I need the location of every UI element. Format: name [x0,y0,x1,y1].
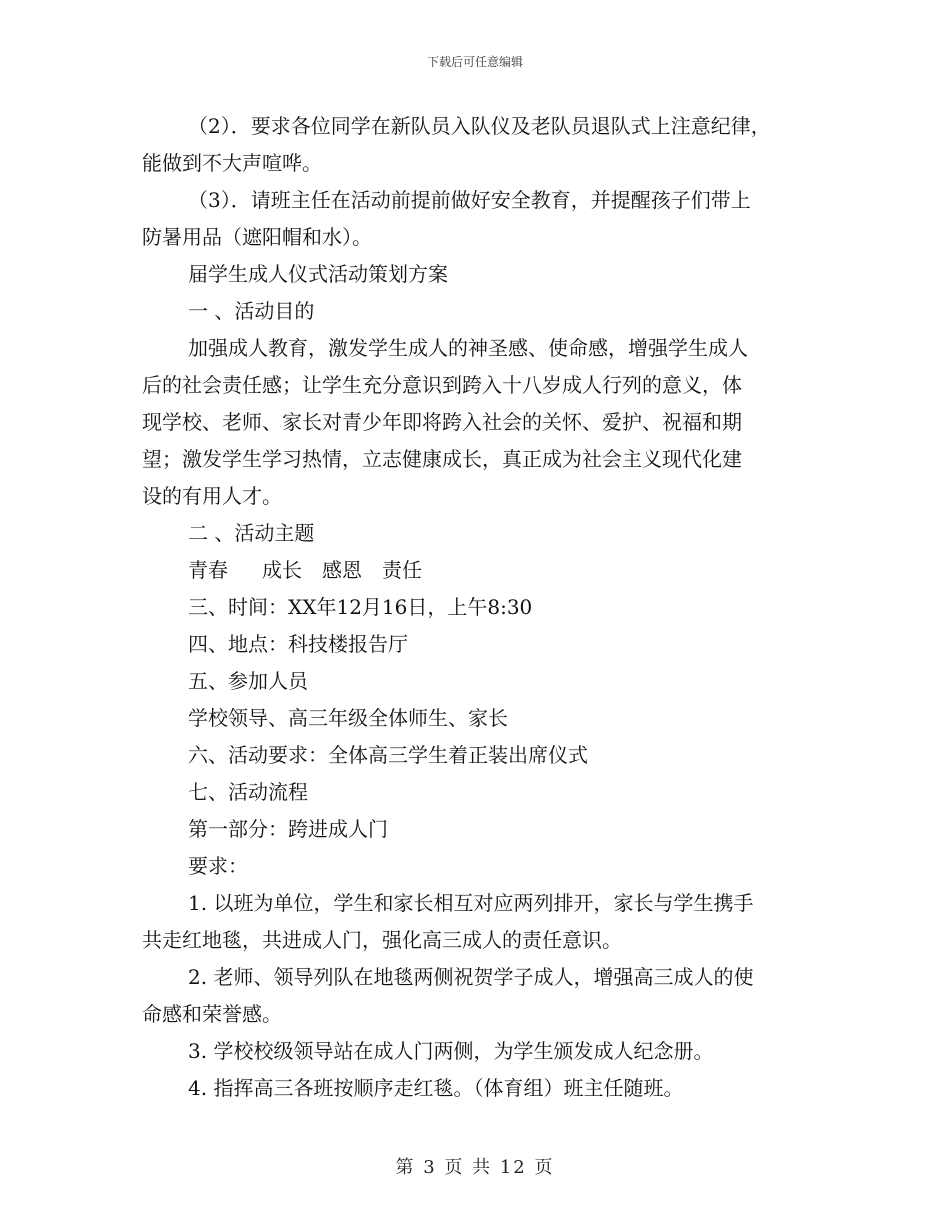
paragraph-line: （3）．请班主任在活动前提前做好安全教育，并提醒孩子们带上 [188,188,751,212]
sub-heading: 第一部分：跨进成人门 [188,817,388,841]
paragraph-line: 能做到不大声喧哗。 [142,151,322,175]
page-number: 第 3 页 共 12 页 [395,1157,555,1178]
section-heading: 四、地点：科技楼报告厅 [188,632,408,656]
list-item: 1. 以班为单位，学生和家长相互对应两列排开，家长与学生携手 [188,891,754,915]
theme-word: 责任 [382,558,422,582]
list-item: 3. 学校校级领导站在成人门两侧，为学生颁发成人纪念册。 [188,1039,714,1063]
section-heading: 六、活动要求：全体高三学生着正装出席仪式 [188,743,588,767]
header-note: 下载后可任意编辑 [426,55,523,69]
paragraph-line: 后的社会责任感；让学生充分意识到跨入十八岁成人行列的意义，体 [142,373,742,397]
list-item-continuation: 共走红地毯，共进成人门，强化高三成人的责任意识。 [142,928,622,952]
theme-word: 青春 [188,558,228,582]
section-heading: 一 、活动目的 [188,299,315,323]
paragraph-line: 现学校、老师、家长对青少年即将跨入社会的关怀、爱护、祝福和期 [142,410,742,434]
document-body [142,108,812,1107]
section-heading: 二 、活动主题 [188,521,315,545]
sub-heading: 要求： [188,854,248,878]
paragraph-line: （2）．要求各位同学在新队员入队仪及老队员退队式上注意纪律， [188,114,771,138]
list-item: 4. 指挥高三各班按顺序走红毯。（体育组）班主任随班。 [188,1076,684,1100]
list-item-continuation: 命感和荣誉感。 [142,1002,282,1026]
paragraph-line: 防暑用品（遮阳帽和水）。 [142,225,372,249]
paragraph-line: 望；激发学生学习热情，立志健康成长，真正成为社会主义现代化建 [142,447,742,471]
paragraph-line: 设的有用人才。 [142,484,282,508]
section-title: 届学生成人仪式活动策划方案 [188,262,448,286]
section-heading: 七、活动流程 [188,780,308,804]
theme-word: 感恩 [322,558,362,582]
list-item: 2. 老师、领导列队在地毯两侧祝贺学子成人，增强高三成人的使 [188,965,754,989]
theme-word: 成长 [262,558,302,582]
section-heading: 五、参加人员 [188,669,308,693]
paragraph-line: 学校领导、高三年级全体师生、家长 [188,706,508,730]
section-heading: 三、时间：XX年12月16日，上午8:30 [188,595,533,619]
theme-words [142,552,812,589]
paragraph-line: 加强成人教育，激发学生成人的神圣感、使命感，增强学生成人 [188,336,748,360]
